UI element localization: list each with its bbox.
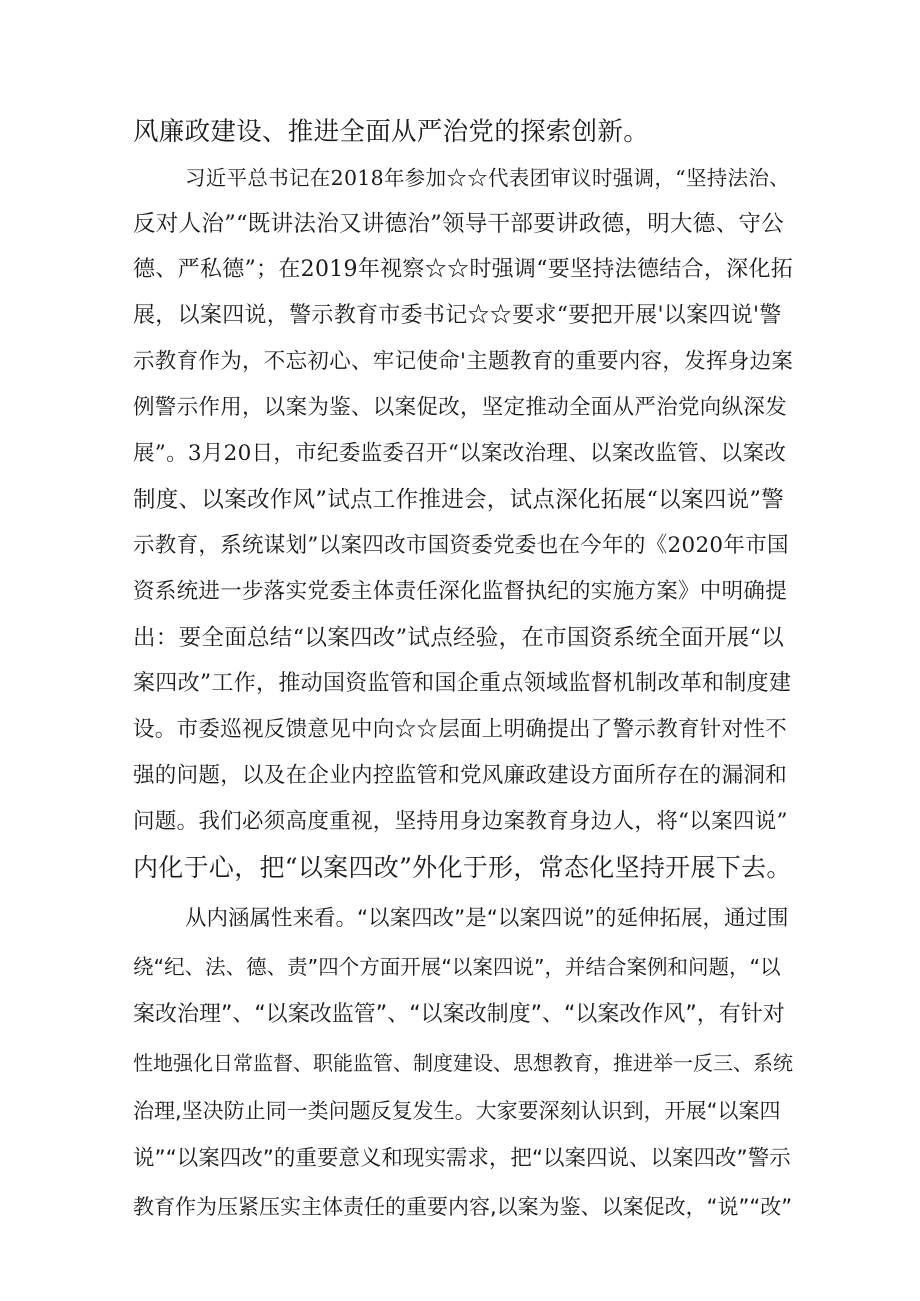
text-line: 制度、以案改作风”试点工作推进会，试点深化拓展“以案四说”警: [133, 487, 785, 513]
text-line: 内化于心，把“以案四改”外化于形，常态化坚持开展下去。: [133, 853, 792, 882]
text-line: 设。市委巡视反馈意见中向☆☆层面上明确提出了警示教育针对性不: [133, 717, 788, 742]
text-line: 问题。我们必须高度重视，坚持用身边案教育身边人，将“以案四说”: [133, 809, 788, 834]
text-line: 从内涵属性来看。“以案四改”是“以案四说”的延伸拓展，通过围: [185, 906, 789, 931]
text-line: 例警示作用，以案为鉴、以案促改，坚定推动全面从严治党向纵深发: [133, 395, 788, 420]
text-line: 案四改”工作，推动国资监管和国企重点领域监督机制改革和制度建: [133, 671, 792, 696]
text-line: 风廉政建设、推进全面从严治党的探索创新。: [133, 117, 650, 147]
text-line: 绕“纪、法、德、责”四个方面开展“以案四说”，并结合案例和问题，“以: [133, 955, 781, 979]
text-line: 治理,坚决防止同一类问题反复发生。大家要深刻认识到，开展“以案四: [133, 1099, 781, 1123]
text-line: 说”“以案四改”的重要意义和现实需求，把“以案四说、以案四改”警示: [133, 1146, 791, 1171]
text-line: 习近平总书记在2018年参加☆☆代表团审议时强调，“坚持法治、: [185, 166, 790, 190]
text-line: 性地强化日常监督、职能监管、制度建设、思想教育，推进举一反三、系统: [133, 1051, 793, 1075]
text-line: 强的问题，以及在企业内控监管和党风廉政建设方面所存在的漏洞和: [133, 763, 788, 788]
text-line: 资系统进一步落实党委主体责任深化监督执纪的实施方案》中明确提: [133, 579, 788, 604]
text-line: 展”。3月20日，市纪委监委召开“以案改治理、以案改监管、以案改: [133, 441, 787, 466]
text-line: 示教育，系统谋划”以案四改市国资委党委也在今年的《2020年市国: [133, 533, 789, 558]
text-line: 展，以案四说，警示教育市委书记☆☆要求“要把开展'以案四说'警: [133, 303, 782, 328]
text-line: 示教育作为，不忘初心、牢记使命'主题教育的重要内容，发挥身边案: [133, 349, 793, 374]
text-line: 教育作为压紧压实主体责任的重要内容,以案为鉴、以案促改，“说”“改”: [133, 1195, 793, 1219]
text-line: 德、严私德”；在2019年视察☆☆时强调“要坚持法德结合，深化拓: [133, 257, 793, 282]
text-line: 反对人治”“既讲法治又讲德治”领导干部要讲政德，明大德、守公: [133, 211, 785, 237]
text-line: 案改治理”、“以案改监管”、“以案改制度”、“以案改作风”，有针对: [133, 1002, 785, 1027]
text-line: 出：要全面总结“以案四改”试点经验，在市国资系统全面开展“以: [133, 625, 785, 651]
